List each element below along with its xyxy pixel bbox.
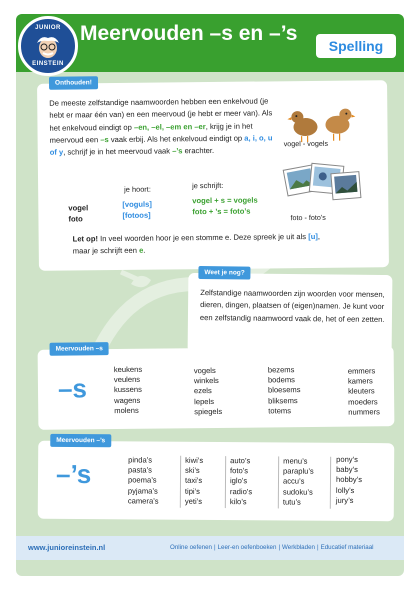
hoort-header: je hoort: — [124, 184, 151, 194]
meervouden-apostrophe-s-label: Meervouden –’s — [50, 434, 111, 447]
word: kamers — [347, 376, 373, 386]
word: ski’s — [185, 465, 200, 476]
word: bezems — [267, 365, 295, 375]
example-word-foto: foto — [68, 214, 83, 224]
word-column-4 — [348, 366, 380, 417]
let-op-note — [73, 231, 323, 258]
word: lolly’s — [335, 485, 355, 495]
column-divider — [180, 456, 181, 508]
logo-text-top: JUNIOR — [35, 25, 61, 31]
footer-separator: | — [278, 544, 281, 551]
word: bloesems — [267, 385, 301, 395]
footer-separator: | — [316, 544, 319, 551]
column-divider — [330, 457, 331, 509]
let-op-text-2: , maar je schrijft een — [72, 231, 321, 256]
word: yeti’s — [184, 496, 203, 506]
word-column-4 — [283, 456, 314, 507]
caption-foto: foto - foto’s — [290, 212, 326, 223]
rule-text-2: , krijg je in het meervoud een — [49, 121, 253, 145]
word: baby’s — [336, 465, 358, 475]
weet-je-nog-text: Zelfstandige naamwoorden zijn woorden voor mensen, dieren, dingen, plaatsen of (eigen)namen. Je kunt voor een zelfstandig naamwoord vaak de, het of een zetten. — [199, 288, 385, 324]
word: ezels — [193, 386, 212, 396]
onthouden-label: Onthouden! — [49, 76, 98, 90]
word-column-1 — [114, 365, 143, 416]
word: menu’s — [283, 456, 308, 466]
worksheet-card — [16, 14, 404, 576]
word: pyjama’s — [127, 485, 158, 496]
word-column-5 — [336, 455, 362, 506]
meervouden-s-label: Meervouden –s — [50, 342, 109, 356]
footer-link-leer-en-oefenboeken[interactable]: Leer-en oefenboeken — [217, 544, 277, 551]
header-bar — [16, 14, 404, 72]
word: kilo’s — [229, 496, 247, 507]
let-op-letter-e: e — [139, 246, 144, 256]
footer-link-educatief-materiaal[interactable]: Educatief materiaal — [320, 544, 374, 551]
suffix-apostrophe-s-display: –’s — [55, 458, 92, 490]
footer-separator: | — [213, 544, 216, 551]
example-word-vogel: vogel — [68, 203, 89, 213]
word: totems — [268, 406, 292, 416]
word: kleuters — [347, 386, 375, 397]
column-divider — [278, 456, 279, 508]
pronunciation-vogels: [voguls] — [122, 199, 152, 209]
word: paraplu’s — [283, 466, 314, 476]
word: lepels — [194, 396, 215, 406]
caption-vogel: vogel - vogels — [283, 138, 329, 149]
word: camera’s — [127, 496, 159, 506]
word: moeders — [348, 396, 378, 407]
word: emmers — [347, 366, 376, 376]
rule-text-4: , schrijf je in het meervoud vaak — [63, 146, 173, 157]
website-link[interactable]: www.junioreinstein.nl — [28, 543, 106, 552]
einstein-face-icon — [35, 35, 61, 59]
column-divider — [225, 456, 226, 508]
word: bodems — [267, 375, 295, 385]
word: keukens — [113, 364, 143, 375]
footer-link-online-oefenen[interactable]: Online oefenen — [170, 544, 212, 551]
word: molens — [114, 405, 139, 415]
rule-suffix-apostrophe-s: –’s — [172, 146, 183, 156]
pronunciation-fotos: [fotoos] — [122, 210, 151, 220]
footer-links — [170, 544, 374, 551]
footer-link-werkbladen[interactable]: Werkbladen — [282, 544, 315, 551]
spelling-fotos: foto + ’s = foto’s — [192, 206, 251, 217]
word: wagens — [114, 395, 141, 405]
word: iglo’s — [229, 476, 248, 486]
word: accu’s — [282, 476, 305, 487]
junior-einstein-logo[interactable] — [18, 16, 78, 76]
word: sudoku’s — [282, 487, 313, 497]
word: kiwi’s — [185, 455, 204, 465]
photos-illustration — [282, 158, 363, 209]
suffix-s-display: –s — [57, 373, 88, 404]
logo-text-bottom: EINSTEIN — [32, 61, 64, 67]
word-column-2 — [185, 456, 203, 507]
word: nummers — [348, 407, 380, 417]
weet-je-nog-label: Weet je nog? — [198, 266, 250, 280]
word: jury’s — [335, 495, 354, 505]
word-column-3 — [230, 456, 253, 507]
word: foto’s — [230, 466, 249, 476]
schrijft-header: je schrijft: — [192, 180, 224, 191]
word-column-1 — [128, 455, 159, 506]
word: pinda’s — [128, 455, 153, 465]
word: winkels — [193, 376, 219, 386]
word-column-3 — [268, 365, 301, 416]
rule-text-1: De meeste zelfstandige naamwoorden hebben een enkelvoud (je hebt er maar één van) en een meervoud (je hebt er meer van). Als het enkelvoud eindigt op — [49, 96, 273, 133]
let-op-label: Let op! — [72, 234, 99, 244]
let-op-text-1: In veel woorden hoor je een stomme e. Deze spreek je uit als — [97, 232, 309, 244]
word: kussens — [113, 385, 142, 395]
spelling-vogels: vogel + s = vogels — [192, 195, 258, 206]
word: spiegels — [194, 406, 223, 417]
word: pony’s — [336, 454, 359, 464]
word: auto’s — [230, 456, 251, 466]
word: tutu’s — [282, 497, 301, 507]
word: hobby’s — [335, 475, 363, 485]
rule-suffix-s: –s — [100, 134, 109, 145]
word: veulens — [113, 374, 141, 385]
onthouden-box — [37, 80, 389, 271]
rule-endings: –en, –el, –em en –er — [133, 121, 206, 132]
word-column-2 — [194, 366, 222, 417]
let-op-text-3: . — [143, 246, 146, 256]
rule-vowels: a, i, o, u of y — [49, 133, 273, 157]
let-op-sound-u: [u] — [308, 231, 318, 242]
rule-explanation — [49, 95, 280, 159]
subject-tag: Spelling — [316, 34, 396, 58]
word: bliksems — [268, 395, 298, 406]
word: taxi’s — [184, 476, 203, 486]
weet-je-nog-box — [188, 269, 393, 355]
rule-text-3: vaak erbij. Als het enkelvoud eindigt op — [108, 133, 245, 144]
footer-bar — [16, 536, 404, 560]
word: vogels — [193, 366, 216, 376]
word: radio’s — [229, 486, 253, 496]
rule-text-5: erachter. — [182, 146, 215, 156]
word: pasta’s — [128, 465, 153, 475]
meervouden-s-box — [38, 346, 395, 430]
page-title: Meervouden –s en –’s — [80, 22, 298, 45]
word: tipi’s — [184, 486, 201, 496]
meervouden-apostrophe-s-box — [38, 436, 395, 521]
word: poema’s — [127, 475, 157, 485]
